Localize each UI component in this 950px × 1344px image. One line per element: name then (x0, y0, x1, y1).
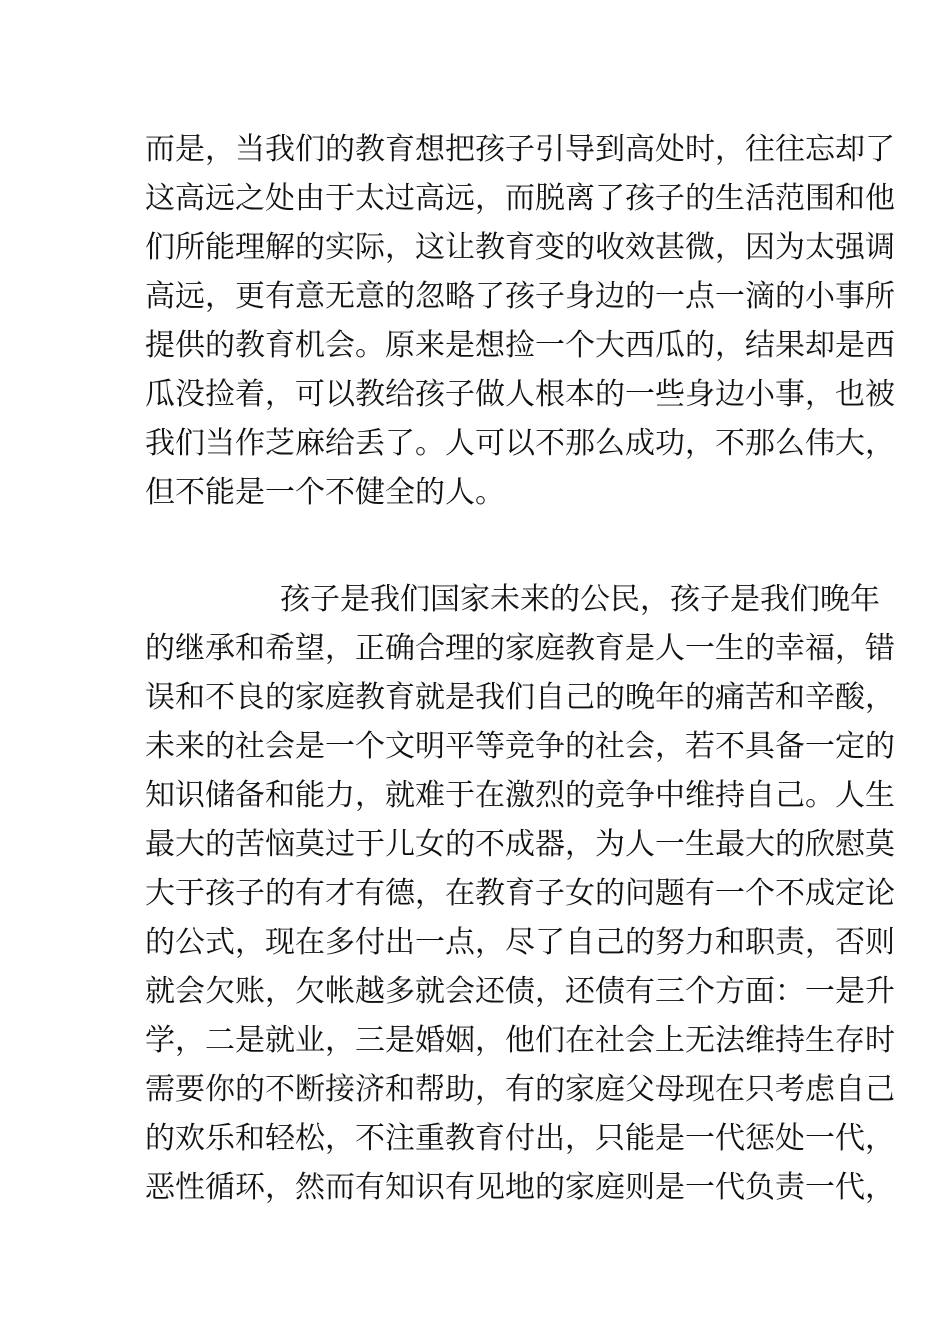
text-line: 高远，更有意无意的忽略了孩子身边的一点一滴的小事所 (145, 279, 895, 314)
text-line: 恶性循环，然而有知识有见地的家庭则是一代负责一代， (145, 1170, 895, 1205)
text-line: 这高远之处由于太过高远，而脱离了孩子的生活范围和他 (145, 181, 895, 216)
text-line: 的公式，现在多付出一点，尽了自己的努力和职责，否则 (145, 925, 895, 960)
text-line: 的继承和希望，正确合理的家庭教育是人一生的幸福，错 (145, 631, 895, 666)
text-line: 大于孩子的有才有德，在教育子女的问题有一个不成定论 (145, 876, 895, 911)
text-line: 我们当作芝麻给丢了。人可以不那么成功，不那么伟大， (145, 426, 895, 461)
text-line: 需要你的不断接济和帮助，有的家庭父母现在只考虑自己 (145, 1072, 895, 1107)
text-line: 误和不良的家庭教育就是我们自己的晚年的痛苦和辛酸， (145, 680, 895, 715)
paragraph-1 (145, 125, 895, 517)
text-line: 瓜没捡着，可以教给孩子做人根本的一些身边小事，也被 (145, 377, 895, 412)
text-line: 孩子是我们国家未来的公民，孩子是我们晚年 (280, 582, 880, 617)
text-line: 最大的苦恼莫过于儿女的不成器，为人一生最大的欣慰莫 (145, 827, 895, 862)
text-line: 们所能理解的实际，这让教育变的收效甚微，因为太强调 (145, 230, 895, 265)
text-line: 的欢乐和轻松，不注重教育付出，只能是一代惩处一代， (145, 1121, 895, 1156)
text-line: 而是，当我们的教育想把孩子引导到高处时，往往忘却了 (145, 132, 895, 167)
paragraph-2 (145, 575, 895, 1212)
text-line: 学，二是就业，三是婚姻，他们在社会上无法维持生存时 (145, 1023, 895, 1058)
text-line: 就会欠账，欠帐越多就会还债，还债有三个方面：一是升 (145, 974, 895, 1009)
text-line: 提供的教育机会。原来是想捡一个大西瓜的，结果却是西 (145, 328, 895, 363)
text-line: 但不能是一个不健全的人。 (145, 475, 505, 510)
text-line: 未来的社会是一个文明平等竞争的社会，若不具备一定的 (145, 729, 895, 764)
text-line: 知识储备和能力，就难于在激烈的竞争中维持自己。人生 (145, 778, 895, 813)
